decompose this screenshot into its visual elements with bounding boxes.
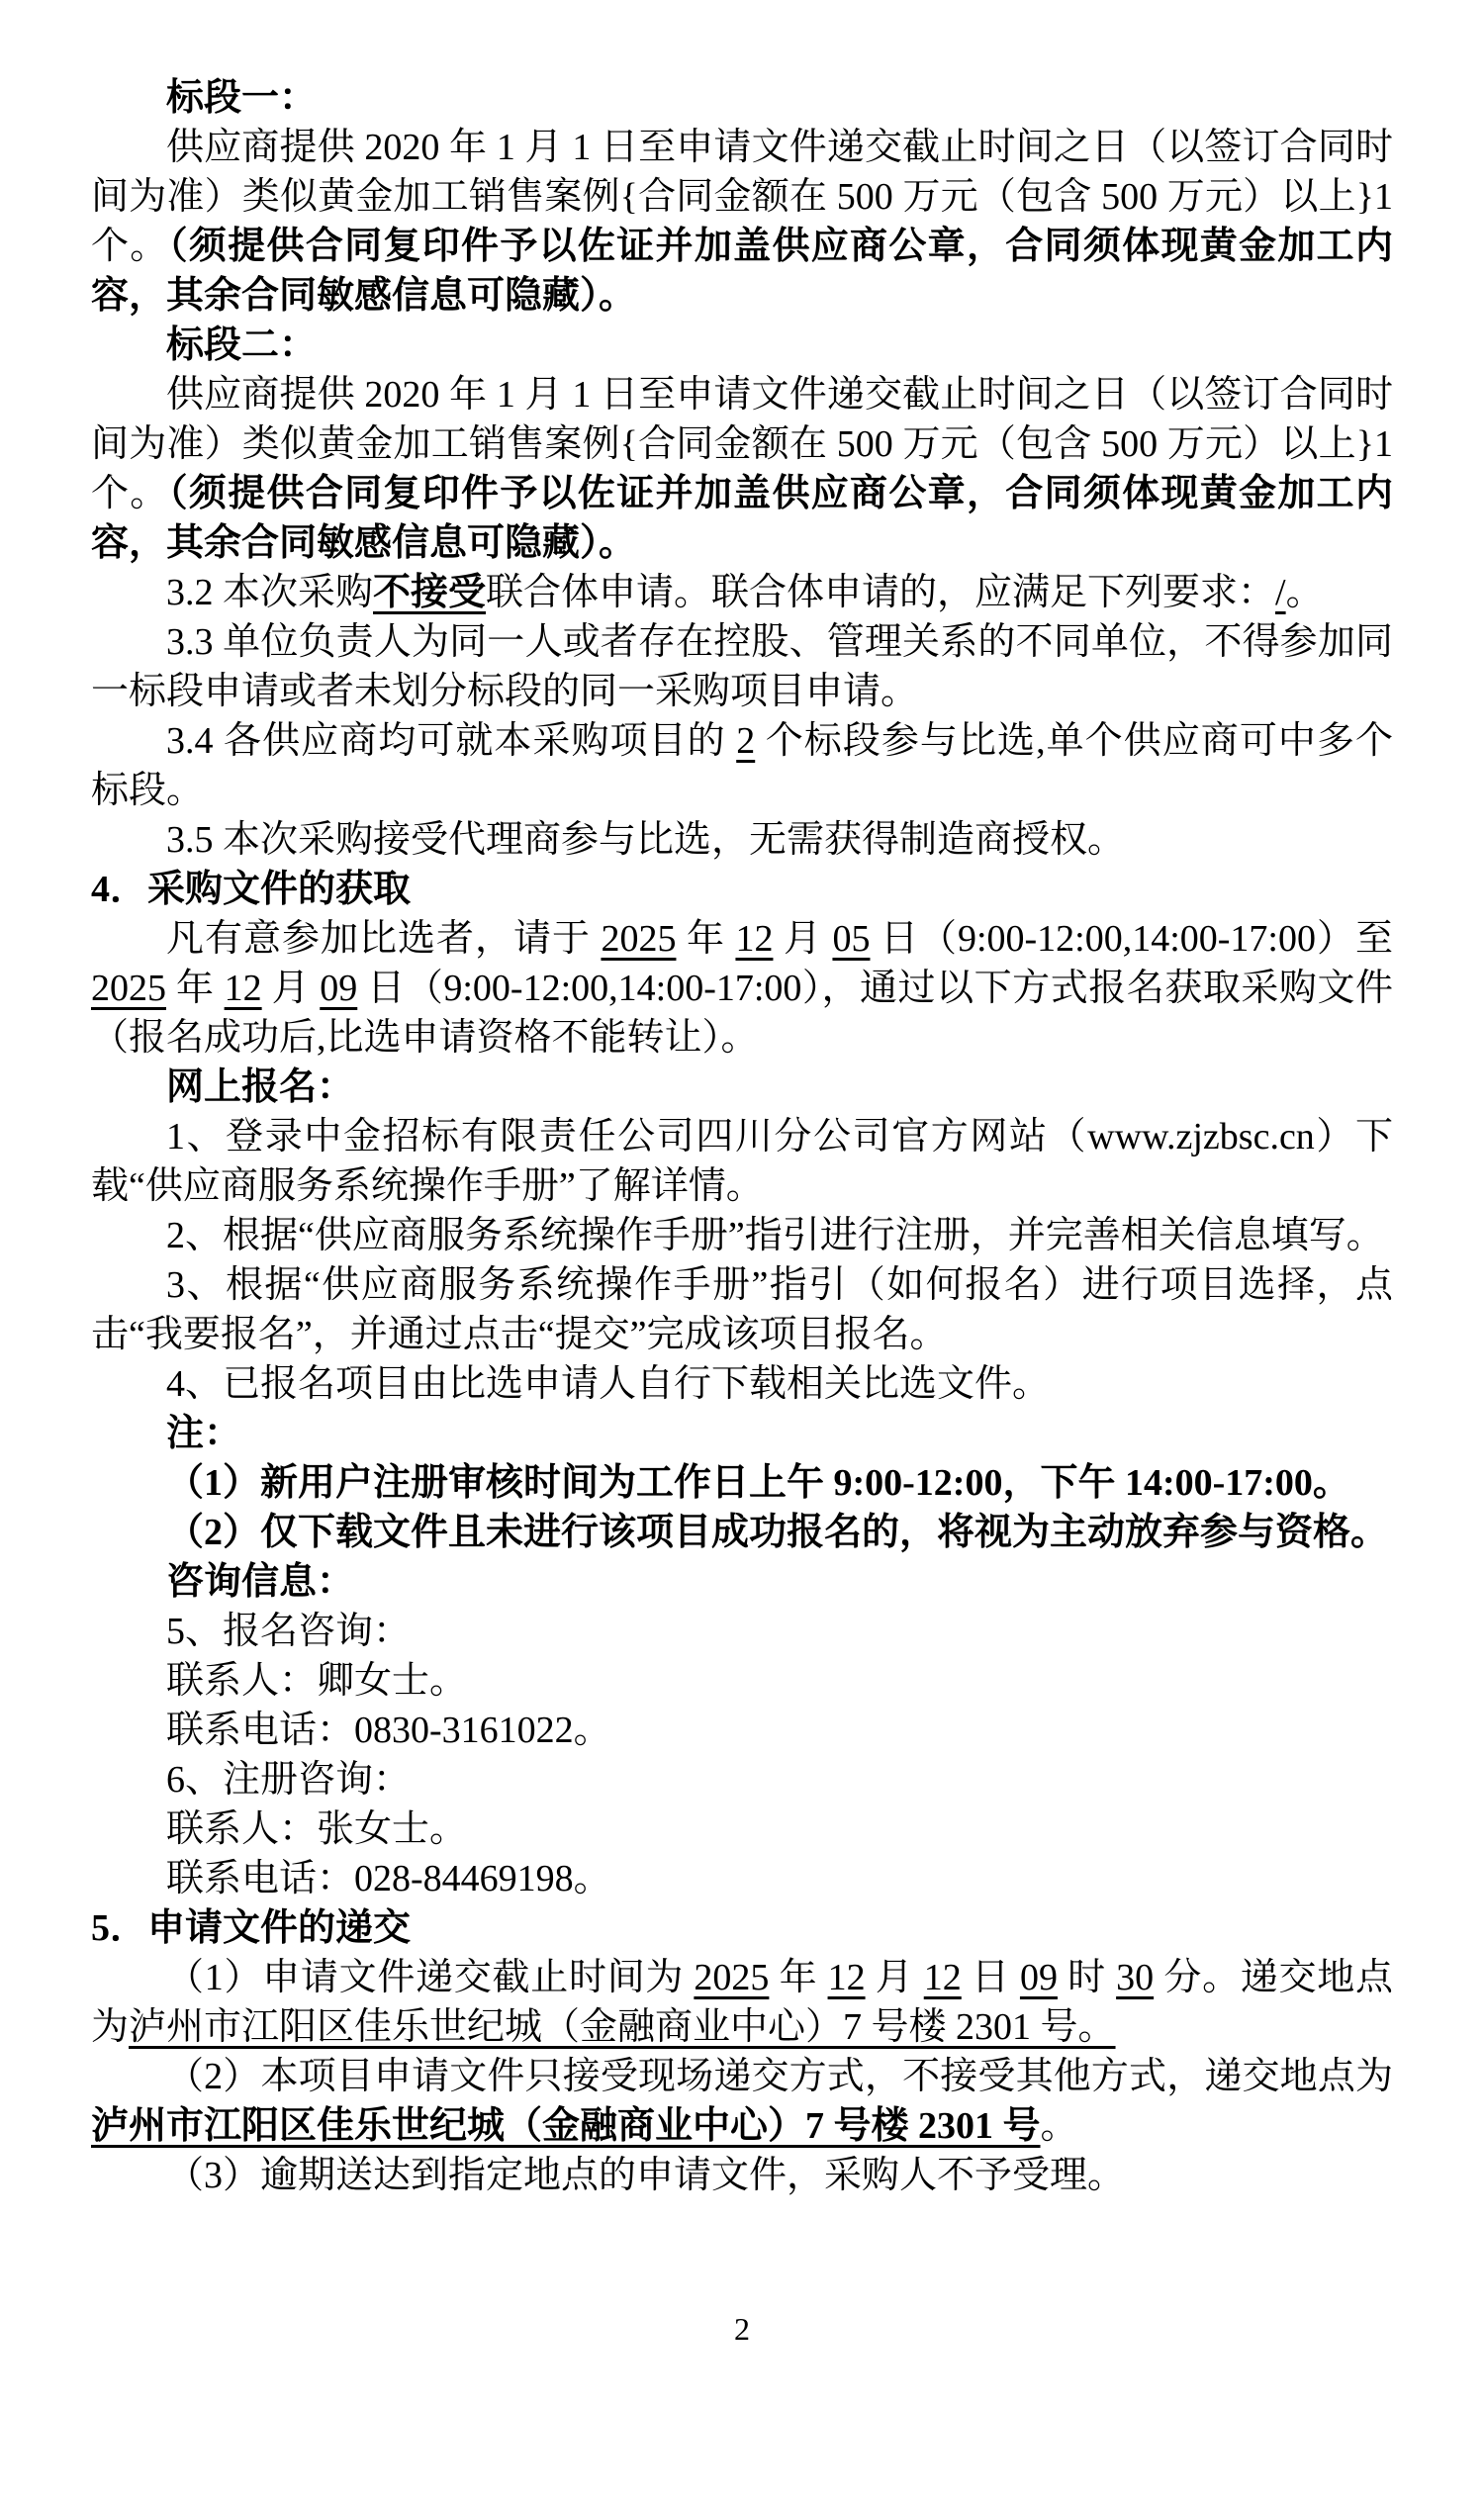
text-run: 联系人：张女士。 — [166, 1808, 468, 1850]
text-run: 2025 — [601, 918, 677, 960]
text-run: 注： — [166, 1413, 242, 1454]
text-run: 2 — [736, 720, 756, 762]
consult-signup — [91, 1607, 1393, 1656]
step-2 — [91, 1211, 1393, 1260]
text-run: 年 — [769, 1957, 828, 1998]
lot2-heading — [91, 321, 1393, 370]
text-run: 年 — [166, 968, 225, 1009]
text-run: 凡有意参加比选者，请于 — [166, 918, 602, 960]
text-run: （1）新用户注册审核时间为工作日上午 9:00-12:00，下午 14:00-17:00。 — [166, 1462, 1350, 1504]
lot1-heading — [91, 73, 1393, 123]
consult-register — [91, 1755, 1393, 1805]
text-run: 3.5 本次采购接受代理商参与比选，无需获得制造商授权。 — [166, 819, 1126, 861]
text-run: 1、登录中金招标有限责任公司四川分公司官方网站（www.zjzbsc.cn）下载“供应商服务系统操作手册”了解详情。 — [91, 1116, 1393, 1207]
section-4-heading — [91, 865, 1393, 914]
consult-register-contact — [91, 1805, 1393, 1854]
submission-2 — [91, 2052, 1393, 2151]
text-run: 供应商提供 2020 年 1 月 1 日至申请文件递交截止时间之日（以签订合同时间为准）类似黄金加工销售案例{合同金额在 500 万元（包含 500 万元）以上}1 个。 — [91, 127, 1393, 267]
consult-signup-contact — [91, 1656, 1393, 1706]
consult-info-heading — [91, 1557, 1393, 1607]
online-registration-heading — [91, 1063, 1393, 1112]
text-run: （须提供合同复印件予以佐证并加盖供应商公章，合同须体现黄金加工内容，其余合同敏感信息可隐藏）。 — [91, 473, 1393, 564]
consult-register-phone — [91, 1854, 1393, 1903]
text-run: 12 — [735, 918, 774, 960]
text-run: 泸州市江阳区佳乐世纪城（金融商业中心）7 号楼 2301 号。 — [129, 2006, 1116, 2048]
text-run: 泸州市江阳区佳乐世纪城（金融商业中心）7 号楼 2301 号 — [91, 2105, 1041, 2147]
step-4 — [91, 1359, 1393, 1409]
text-run: 咨询信息： — [166, 1561, 355, 1603]
text-run: （3）逾期送达到指定地点的申请文件，采购人不予受理。 — [166, 2155, 1126, 2196]
clause-3-5 — [91, 815, 1393, 865]
submission-1 — [91, 1953, 1393, 2052]
text-run: 2、根据“供应商服务系统操作手册”指引进行注册，并完善相关信息填写。 — [166, 1215, 1384, 1256]
text-run: 09 — [1019, 1957, 1058, 1998]
text-run: 4．采购文件的获取 — [91, 869, 412, 910]
text-run: 3.4 各供应商均可就本采购项目的 — [166, 720, 737, 762]
text-run: 分。递交地点为 — [91, 1957, 1393, 2048]
text-run: 12 — [827, 1957, 866, 1998]
text-run: 月 — [261, 968, 321, 1009]
consult-signup-phone — [91, 1706, 1393, 1755]
text-run: （1）申请文件递交截止时间为 — [166, 1957, 695, 1998]
text-run: 30 — [1116, 1957, 1155, 1998]
text-run: 供应商提供 2020 年 1 月 1 日至申请文件递交截止时间之日（以签订合同时间为准）类似黄金加工销售案例{合同金额在 500 万元（包含 500 万元）以上}1 个。 — [91, 374, 1393, 514]
clause-3-2 — [91, 568, 1393, 617]
lot1-requirement — [91, 123, 1393, 321]
text-run: 12 — [923, 1957, 962, 1998]
text-run: （2）本项目申请文件只接受现场递交方式，不接受其他方式，递交地点为 — [166, 2056, 1393, 2097]
text-run: （2）仅下载文件且未进行该项目成功报名的，将视为主动放弃参与资格。 — [166, 1512, 1389, 1553]
text-run: 2025 — [91, 968, 166, 1009]
text-run: 3、根据“供应商服务系统操作手册”指引（如何报名）进行项目选择，点击“我要报名”，并通过点击“提交”完成该项目报名。 — [91, 1264, 1393, 1355]
text-run: 年 — [676, 918, 736, 960]
text-run: （须提供合同复印件予以佐证并加盖供应商公章，合同须体现黄金加工内容，其余合同敏感信息可隐藏）。 — [91, 226, 1393, 317]
text-run: 6、注册咨询： — [166, 1759, 412, 1801]
text-run: 不接受 — [373, 572, 487, 613]
text-run: 。 — [1285, 572, 1324, 613]
document-body — [91, 73, 1393, 2200]
note-2 — [91, 1508, 1393, 1557]
text-run: 网上报名： — [166, 1066, 355, 1108]
note-heading — [91, 1409, 1393, 1458]
text-run: 联合体申请。联合体申请的，应满足下列要求： — [486, 572, 1276, 613]
text-run: 月 — [773, 918, 833, 960]
text-run: 2025 — [694, 1957, 770, 1998]
text-run: 05 — [832, 918, 871, 960]
section-4-intro — [91, 914, 1393, 1063]
text-run: 12 — [224, 968, 262, 1009]
step-3 — [91, 1260, 1393, 1359]
text-run: 4、已报名项目由比选申请人自行下载相关比选文件。 — [166, 1363, 1051, 1405]
text-run: 日 — [961, 1957, 1020, 1998]
text-run: 月 — [865, 1957, 924, 1998]
text-run: 09 — [320, 968, 358, 1009]
page-number: 2 — [734, 2311, 750, 2347]
text-run: 5．申请文件的递交 — [91, 1907, 412, 1949]
step-1 — [91, 1112, 1393, 1211]
text-run: 个标段参与比选,单个供应商可中多个标段。 — [91, 720, 1393, 811]
note-1 — [91, 1458, 1393, 1508]
clause-3-4 — [91, 716, 1393, 815]
text-run: 标段二： — [166, 324, 318, 366]
text-run: 。 — [1040, 2105, 1078, 2147]
section-5-heading — [91, 1903, 1393, 1953]
text-run: 联系人：卿女士。 — [166, 1660, 468, 1702]
lot2-requirement — [91, 370, 1393, 568]
text-run: 时 — [1057, 1957, 1117, 1998]
text-run: 3.3 单位负责人为同一人或者存在控股、管理关系的不同单位，不得参加同一标段申请或者未划分标段的同一采购项目申请。 — [91, 621, 1393, 712]
text-run: 联系电话：0830-3161022。 — [166, 1710, 611, 1751]
text-run: 5、报名咨询： — [166, 1611, 412, 1652]
text-run: 日（9:00-12:00,14:00-17:00）至 — [870, 918, 1393, 960]
submission-3 — [91, 2151, 1393, 2200]
text-run: 3.2 本次采购 — [166, 572, 374, 613]
text-run: 联系电话：028-84469198。 — [166, 1858, 611, 1899]
text-run: / — [1275, 572, 1286, 613]
text-run: 日（9:00-12:00,14:00-17:00），通过以下方式报名获取采购文件（报名成功后,比选申请资格不能转让）。 — [91, 968, 1393, 1059]
text-run: 标段一： — [166, 77, 318, 119]
clause-3-3 — [91, 617, 1393, 716]
